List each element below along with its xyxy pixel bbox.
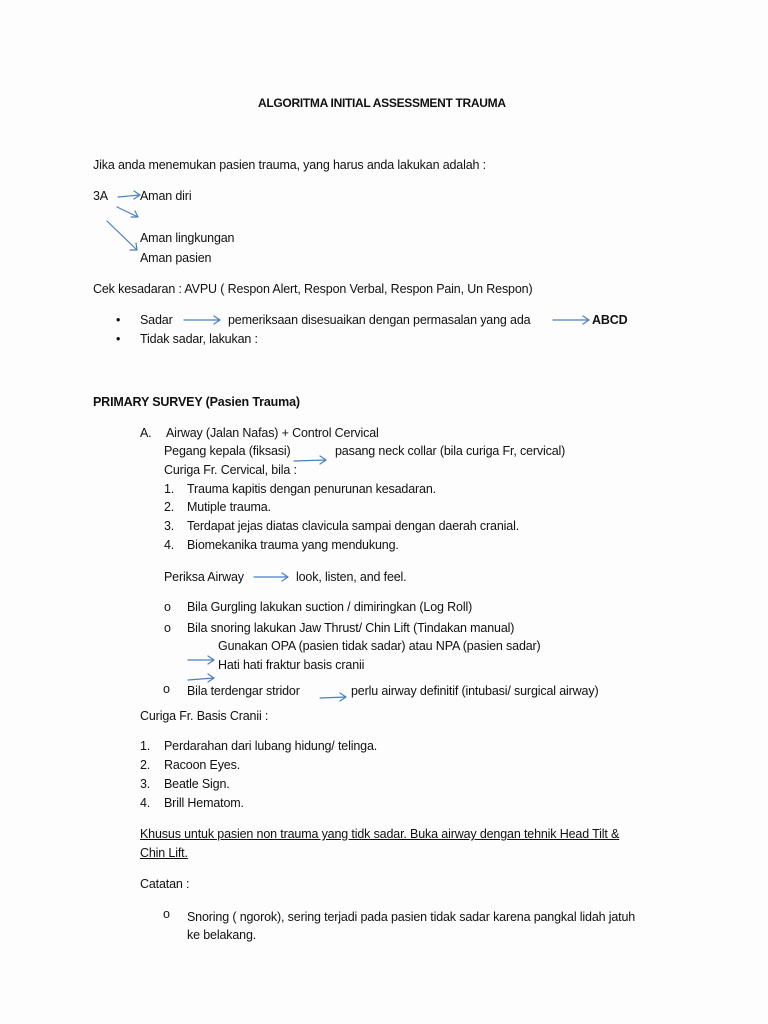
catatan-heading: Catatan :: [140, 877, 190, 891]
list-item: Biomekanika trauma yang mendukung.: [187, 538, 399, 552]
periksa-result: look, listen, and feel.: [296, 570, 407, 584]
list-number: 4.: [164, 538, 175, 552]
check-item: Bila snoring lakukan Jaw Thrust/ Chin Lift (Tindakan manual): [187, 621, 515, 635]
list-item: Brill Hematom.: [164, 796, 244, 810]
aman-lingkungan: Aman lingkungan: [140, 231, 235, 245]
list-item: Mutiple trauma.: [187, 500, 271, 514]
check-marker: o: [164, 600, 171, 614]
page-title: ALGORITMA INITIAL ASSESSMENT TRAUMA: [258, 96, 506, 110]
bullet-dot: •: [116, 332, 121, 346]
list-number: 3.: [164, 519, 175, 533]
list-number: 2.: [140, 758, 151, 772]
bullet-sadar-action: pemeriksaan disesuaikan dengan permasalan yang ada: [228, 313, 531, 327]
pegang-kepala: Pegang kepala (fiksasi): [164, 444, 291, 458]
arrow-right-icon: [252, 571, 294, 583]
arrow-right-icon: [182, 314, 226, 326]
bullet-sadar-label: Sadar: [140, 313, 173, 327]
list-item: Perdarahan dari lubang hidung/ telinga.: [164, 739, 378, 753]
catatan-line-2: ke belakang.: [187, 928, 257, 942]
bullet-sadar-result: ABCD: [592, 313, 628, 327]
stridor-text: Bila terdengar stridor: [187, 684, 300, 698]
catatan-marker: o: [163, 907, 170, 921]
section-a-marker: A.: [140, 426, 152, 440]
bullet-dot: •: [116, 313, 121, 327]
bullet-tidak-sadar: Tidak sadar, lakukan :: [140, 332, 258, 346]
curiga-cervical: Curiga Fr. Cervical, bila :: [164, 463, 297, 477]
section-a-title: Airway (Jalan Nafas) + Control Cervical: [166, 426, 379, 440]
cek-kesadaran: Cek kesadaran : AVPU ( Respon Alert, Respon Verbal, Respon Pain, Un Respon): [93, 282, 533, 296]
snoring-sub-opa: Gunakan OPA (pasien tidak sadar) atau NPA (pasien sadar): [218, 639, 541, 653]
list-number: 1.: [164, 482, 175, 496]
pegang-result: pasang neck collar (bila curiga Fr, cervical): [335, 444, 566, 458]
list-number: 1.: [140, 739, 151, 753]
khusus-line-1: Khusus untuk pasien non trauma yang tidk sadar. Buka airway dengan tehnik Head Tilt &: [140, 827, 620, 841]
list-number: 2.: [164, 500, 175, 514]
list-item: Trauma kapitis dengan penurunan kesadaran.: [187, 482, 436, 496]
khusus-line-2: Chin Lift.: [140, 846, 188, 860]
list-item: Beatle Sign.: [164, 777, 230, 791]
intro-text: Jika anda menemukan pasien trauma, yang harus anda lakukan adalah :: [93, 158, 486, 172]
snoring-sub-hati: Hati hati fraktur basis cranii: [218, 658, 365, 672]
list-number: 4.: [140, 796, 151, 810]
list-number: 3.: [140, 777, 151, 791]
catatan-line-1: Snoring ( ngorok), sering terjadi pada pasien tidak sadar karena pangkal lidah jatuh: [187, 910, 636, 924]
periksa-airway: Periksa Airway: [164, 570, 244, 584]
arrow-right-icon: [318, 690, 352, 704]
arrow-right-icon: [186, 654, 220, 666]
list-item: Racoon Eyes.: [164, 758, 241, 772]
basis-cranii-heading: Curiga Fr. Basis Cranii :: [140, 709, 269, 723]
primary-survey-heading: PRIMARY SURVEY (Pasien Trauma): [93, 395, 300, 409]
aman-pasien: Aman pasien: [140, 251, 212, 265]
aman-diri: Aman diri: [140, 189, 192, 203]
check-marker: o: [163, 682, 170, 696]
stridor-result: perlu airway definitif (intubasi/ surgical airway): [351, 684, 599, 698]
list-item: Terdapat jejas diatas clavicula sampai dengan daerah cranial.: [187, 519, 520, 533]
check-item: Bila Gurgling lakukan suction / dimiringkan (Log Roll): [187, 600, 473, 614]
arrow-right-icon: [551, 314, 595, 326]
arrow-right-icon: [292, 452, 332, 468]
three-a-label: 3A: [93, 189, 108, 203]
check-marker: o: [164, 621, 171, 635]
